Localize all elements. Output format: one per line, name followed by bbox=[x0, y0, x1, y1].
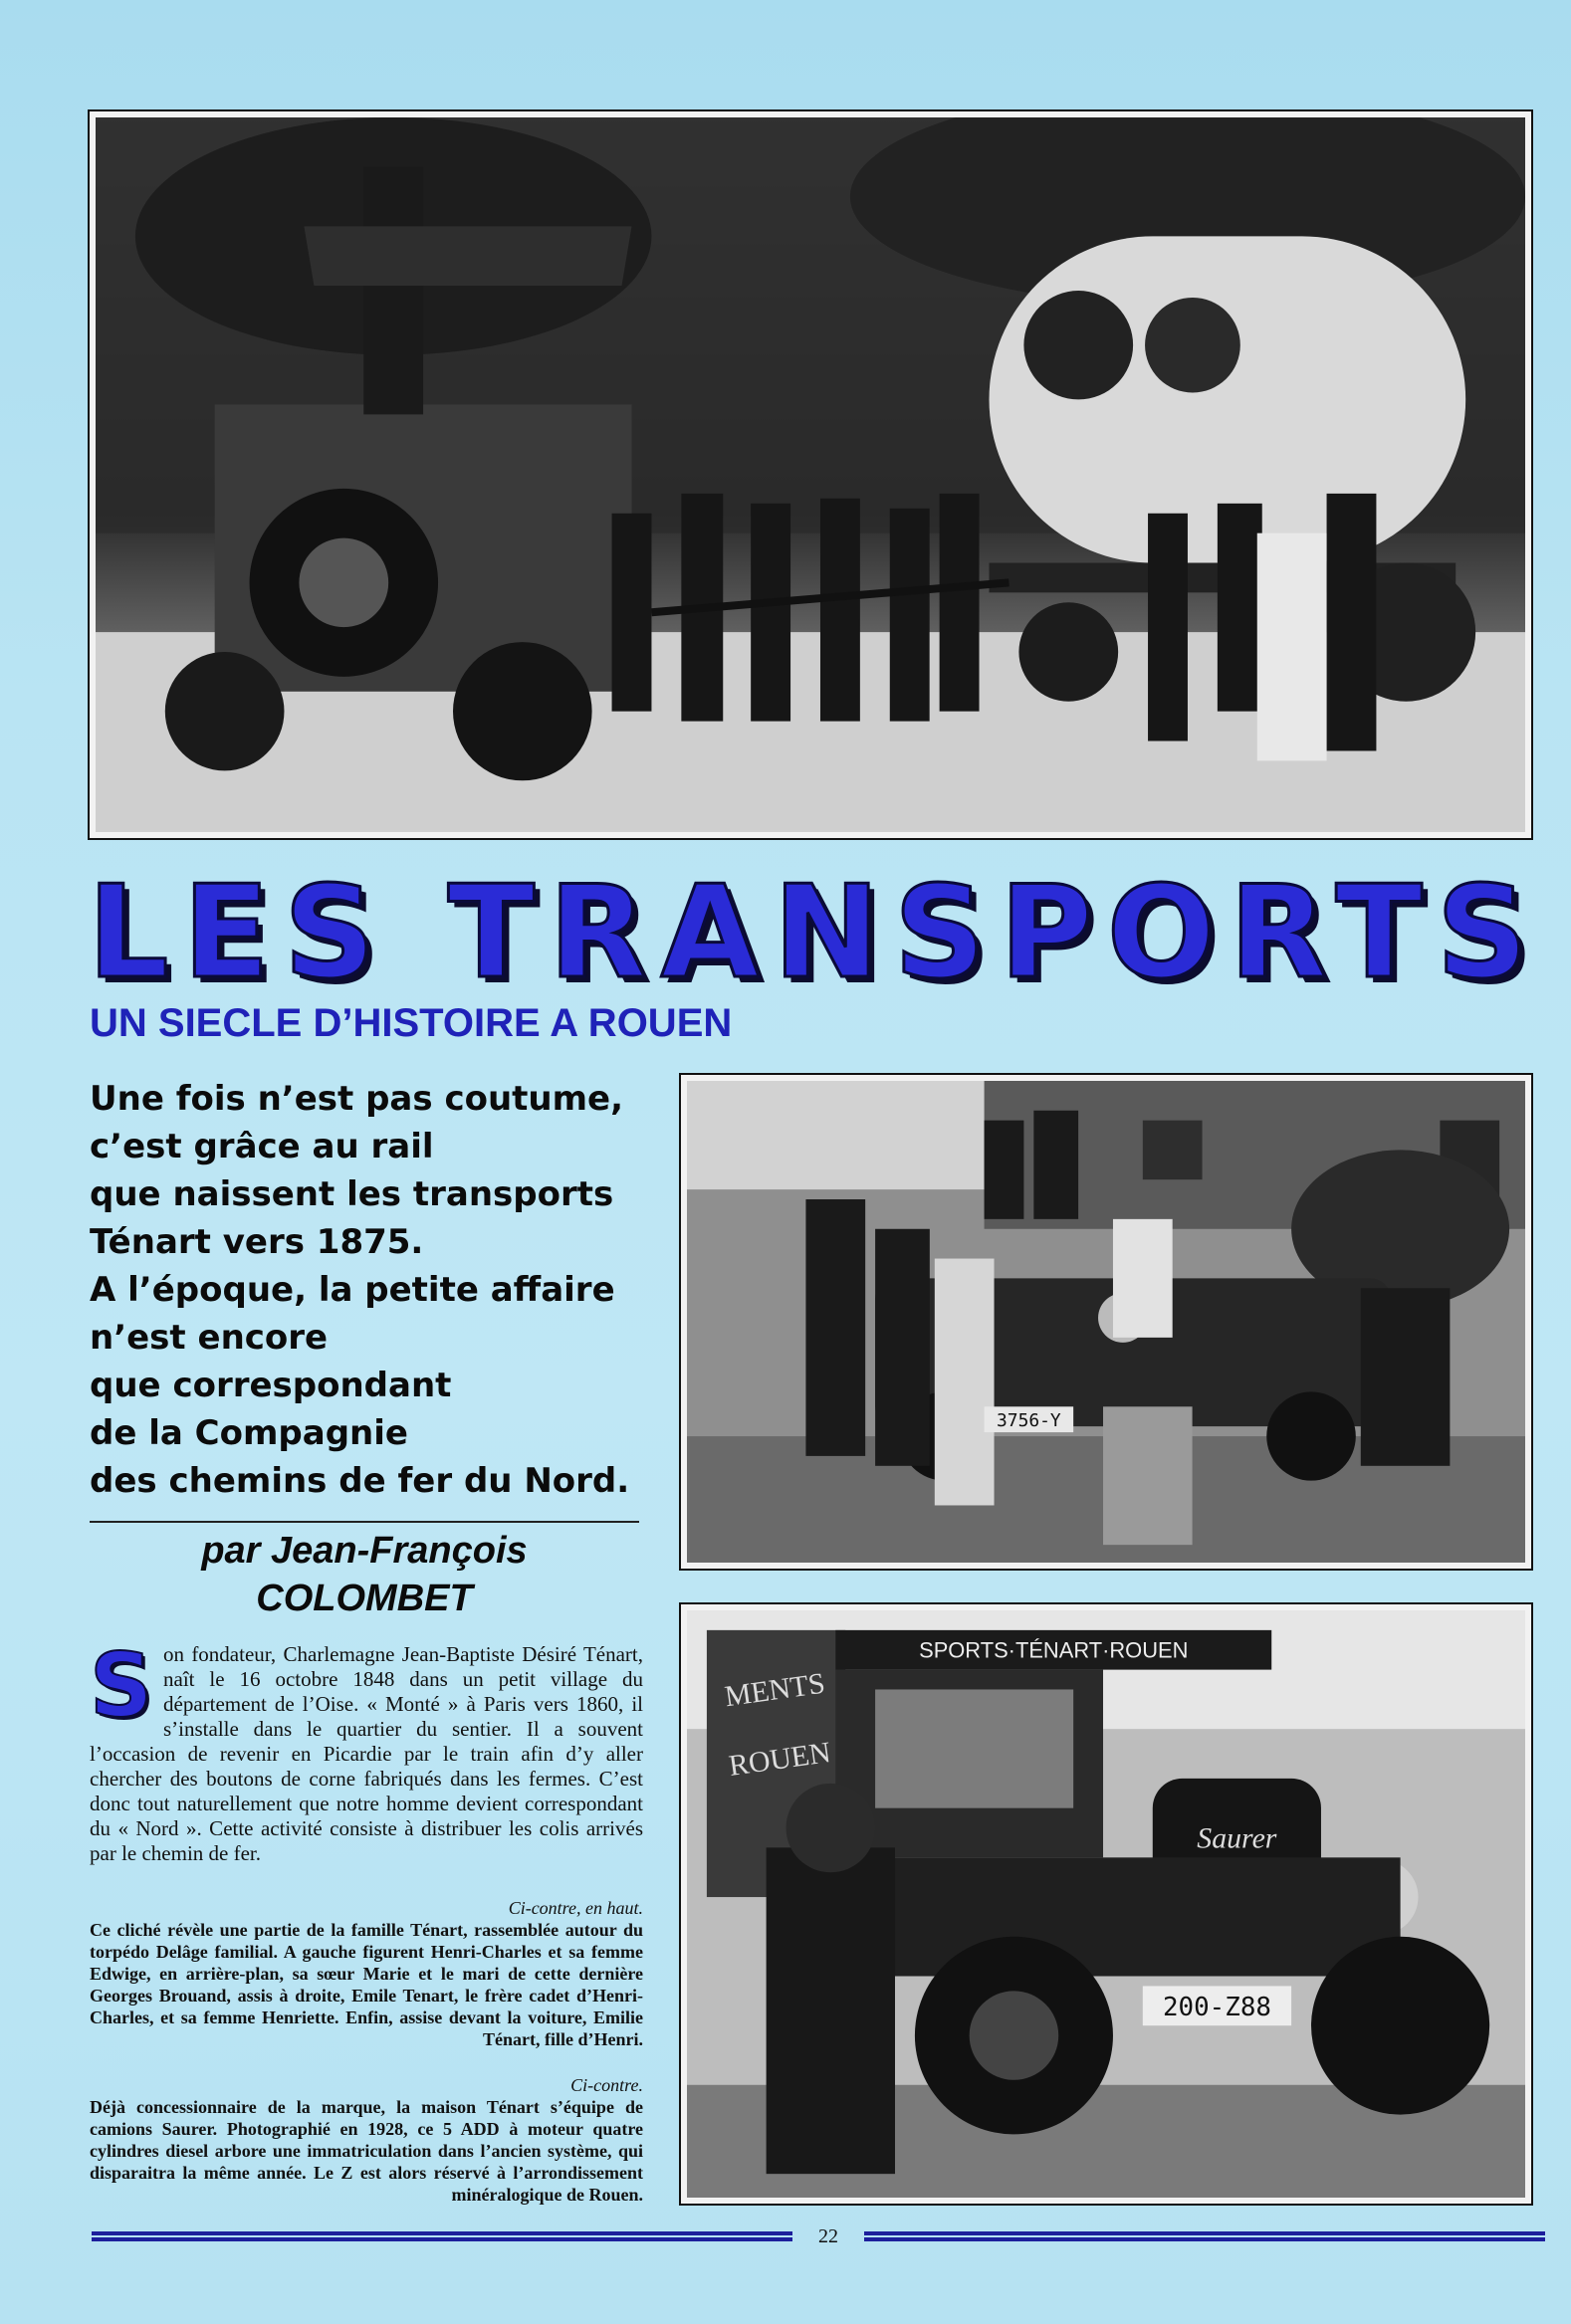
truck-cab-sign: SPORTS·TÉNART·ROUEN bbox=[919, 1637, 1189, 1663]
intro-line: de la Compagnie bbox=[90, 1413, 408, 1453]
intro-line: n’est encore bbox=[90, 1318, 329, 1358]
intro-line: A l’époque, la petite affaire bbox=[90, 1270, 615, 1310]
page-footer bbox=[92, 2225, 1545, 2251]
truck-plate: 200-Z88 bbox=[1162, 1993, 1271, 2023]
body-paragraph: on fondateur, Charlemagne Jean-Baptiste Désiré Ténart, naît le 16 octobre 1848 dans un petit village du département de l’Oise. « Monté » à Paris vers 1860, il s’installe dans le quartier du sentier. Il a souvent l’occasion de revenir en Picardie par le train afin d’y aller chercher des boutons de corne fabriqués dans les fermes. C’est donc tout naturellement que notre homme devient correspondant du « Nord ». Cette activité consiste à distribuer les colis arrivés par le chemin de fer. bbox=[90, 1642, 643, 1865]
footer-rule-left bbox=[92, 2231, 792, 2235]
family-car-illustration bbox=[687, 1081, 1525, 1563]
divider bbox=[90, 1521, 639, 1523]
article-title: LES TRANSPORTS bbox=[88, 859, 1542, 1007]
caption-text: Déjà concessionnaire de la marque, la maison Ténart s’équipe de camions Saurer. Photographié en 1928, ce 5 ADD à moteur quatre cylindres diesel arbore une immatriculation dans l’ancien système, qui disparaitra la même année. Le Z est alors réservé à l’arrondissement minéralogique de Rouen. bbox=[90, 2097, 643, 2205]
caption-family-photo bbox=[90, 1897, 643, 2056]
intro-line: c’est grâce au rail bbox=[90, 1127, 434, 1166]
intro-paragraph bbox=[90, 1075, 647, 1513]
body-text bbox=[90, 1634, 643, 1891]
car-plate: 3756-Y bbox=[997, 1410, 1061, 1432]
caption-truck-photo bbox=[90, 2074, 643, 2214]
byline-name: COLOMBET bbox=[256, 1578, 473, 1619]
truck-side-city: ROUEN bbox=[727, 1736, 833, 1783]
caption-label: Ci-contre, en haut. bbox=[508, 1898, 643, 1918]
article-subtitle: UN SIECLE D’HISTOIRE A ROUEN bbox=[90, 1001, 733, 1045]
drop-cap: S bbox=[90, 1634, 153, 1737]
intro-line: Une fois n’est pas coutume, bbox=[90, 1079, 624, 1119]
byline-prefix: par Jean-François bbox=[201, 1530, 528, 1572]
page-number: 22 bbox=[818, 2225, 838, 2247]
caption-text: Ce cliché révèle une partie de la famille Ténart, rassemblée autour du torpédo Delâge familial. A gauche figurent Henri-Charles et sa femme Edwige, en arrière-plan, sa sœur Marie et le mari de cette dernière Georges Brouand, assis à droite, Emile Tenart, le frère cadet d’Henri-Charles, et sa femme Henriette. Enfin, assise devant la voiture, Emilie Ténart, fille d’Henri. bbox=[90, 1920, 643, 2049]
saurer-truck-illustration bbox=[687, 1610, 1525, 2198]
photo-saurer-truck bbox=[679, 1602, 1533, 2206]
intro-line: que naissent les transports bbox=[90, 1174, 614, 1214]
photo-family-car bbox=[679, 1073, 1533, 1571]
intro-line: que correspondant bbox=[90, 1366, 452, 1405]
steam-tractor-illustration bbox=[96, 117, 1525, 832]
truck-side-lettering: MENTS bbox=[722, 1666, 827, 1714]
byline bbox=[90, 1527, 639, 1636]
truck-brand-logo: Saurer bbox=[1197, 1821, 1277, 1855]
footer-rule-right bbox=[864, 2231, 1545, 2235]
intro-line: Ténart vers 1875. bbox=[90, 1222, 424, 1262]
photo-steam-tractor-boiler bbox=[88, 109, 1533, 840]
caption-label: Ci-contre. bbox=[570, 2075, 643, 2095]
intro-line: des chemins de fer du Nord. bbox=[90, 1461, 630, 1501]
